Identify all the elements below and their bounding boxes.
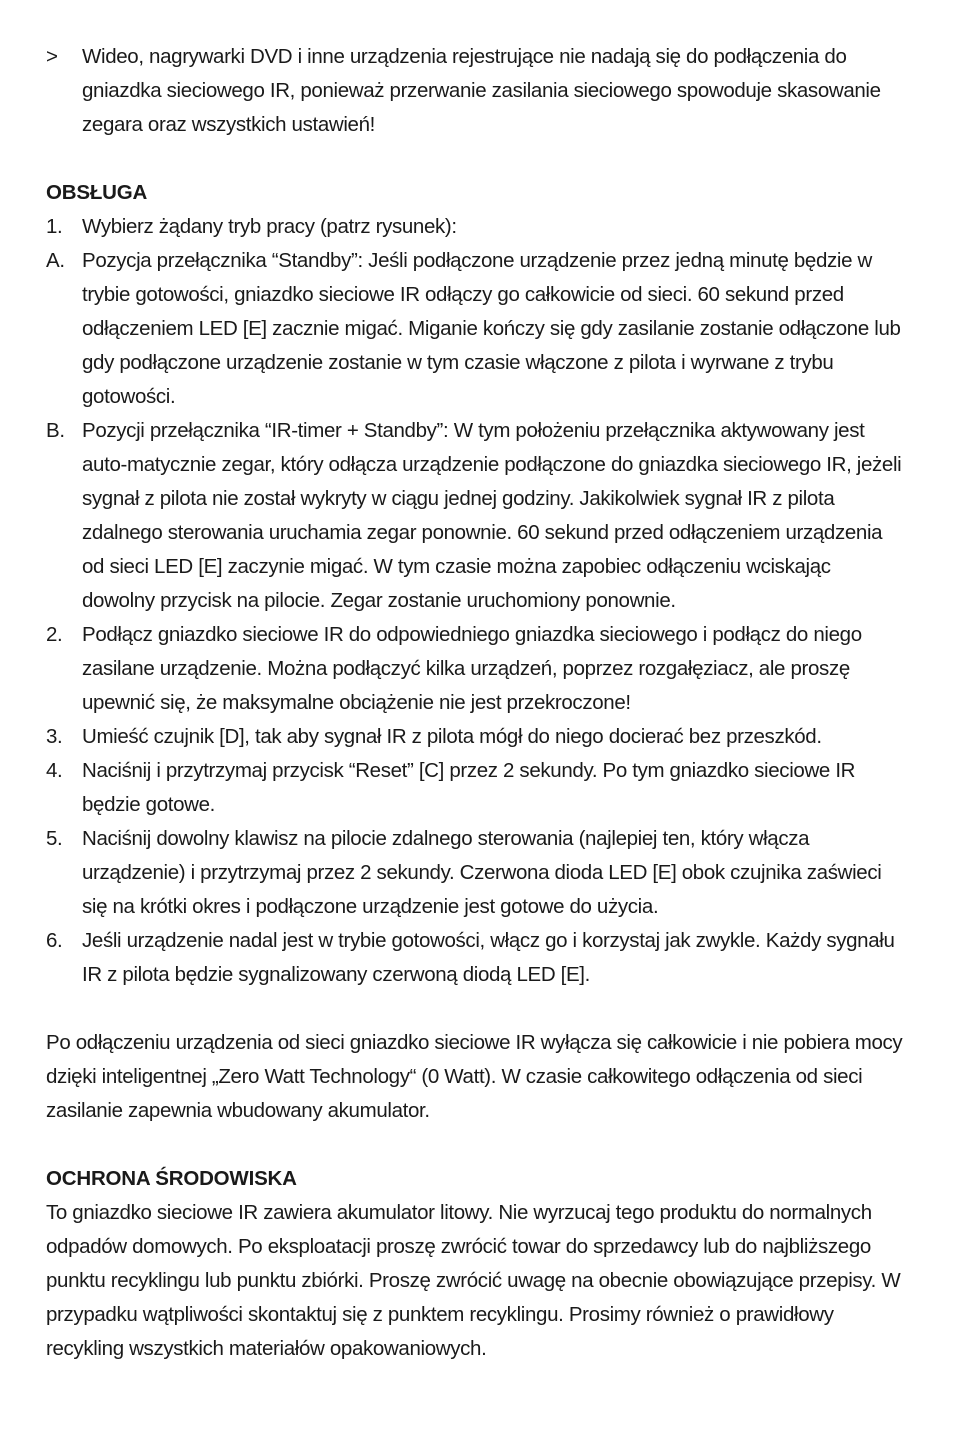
list-item-text: Pozycja przełącznika “Standby”: Jeśli podłączone urządzenie przez jedną minutę będzie w trybie gotowości, gniazdko sieciowe IR odłączy go całkowicie od sieci. 60 sekund przed odłączeniem LED [E] zacznie migać. Miganie kończy się gdy zasilanie zostanie odłączone lub gdy podłączone urządzenie zostanie w tym czasie włączone z pilota i wyrwane z trybu gotowości. — [82, 249, 901, 408]
document-page — [46, 40, 906, 1366]
list-item-text: Wybierz żądany tryb pracy (patrz rysunek): — [82, 215, 457, 238]
list-item-text: Naciśnij i przytrzymaj przycisk “Reset” [C] przez 2 sekundy. Po tym gniazdko sieciowe IR będzie gotowe. — [82, 759, 856, 816]
list-item-marker: 6. — [46, 929, 63, 952]
list-item — [46, 618, 906, 720]
list-item-marker: 4. — [46, 759, 63, 782]
section-heading-ochrona: OCHRONA ŚRODOWISKA — [46, 1167, 297, 1190]
intro-marker: > — [46, 45, 58, 68]
list-item-marker: 1. — [46, 215, 63, 238]
list-item-marker: A. — [46, 249, 65, 272]
spacer — [46, 142, 906, 176]
environment-paragraph: To gniazdko sieciowe IR zawiera akumulator litowy. Nie wyrzucaj tego produktu do normalnych odpadów domowych. Po eksploatacji proszę zwrócić towar do sprzedawcy lub do najbliższego punktu recyklingu lub punktu zbiórki. Proszę zwrócić uwagę na obecnie obowiązujące przepisy. W przypadku wątpliwości skontaktuj się z punktem recyklingu. Prosimy również o prawidłowy recykling wszystkich materiałów opakowaniowych. — [46, 1201, 901, 1360]
list-item-marker: 5. — [46, 827, 63, 850]
spacer — [46, 1128, 906, 1162]
intro-text: Wideo, nagrywarki DVD i inne urządzenia rejestrujące nie nadają się do podłączenia do gniazdka sieciowego IR, ponieważ przerwanie zasilania sieciowego spowoduje skasowanie zegara oraz wszystkich ustawień! — [82, 45, 881, 136]
list-item — [46, 210, 906, 244]
list-item — [46, 924, 906, 992]
list-item-marker: 3. — [46, 725, 63, 748]
list-item-text: Pozycji przełącznika “IR-timer + Standby”: W tym położeniu przełącznika aktywowany jest auto-matycznie zegar, który odłącza urządzenie podłączone do gniazdka sieciowego IR, jeżeli sygnał z pilota nie został wykryty w ciągu jednej godziny. Jakikolwiek sygnał IR z pilota zdalnego sterowania uruchamia zegar ponownie. 60 sekund przed odłączeniem urządzenia od sieci LED [E] zaczynie migać. W tym czasie można zapobiec odłączeniu wciskając dowolny przycisk na pilocie. Zegar zostanie uruchomiony ponownie. — [82, 419, 902, 612]
instruction-list — [46, 210, 906, 992]
list-item — [46, 720, 906, 754]
section-heading-obsluga: OBSŁUGA — [46, 181, 148, 204]
zero-watt-paragraph: Po odłączeniu urządzenia od sieci gniazdko sieciowe IR wyłącza się całkowicie i nie pobiera mocy dzięki inteligentnej „Zero Watt Technology“ (0 Watt). W czasie całkowitego odłączenia od sieci zasilanie zapewnia wbudowany akumulator. — [46, 1031, 903, 1122]
list-item-text: Naciśnij dowolny klawisz na pilocie zdalnego sterowania (najlepiej ten, który włącza urządzenie) i przytrzymaj przez 2 sekundy. Czerwona dioda LED [E] obok czujnika zaświeci się na krótki okres i podłączone urządzenie jest gotowe do użycia. — [82, 827, 882, 918]
list-item-text: Umieść czujnik [D], tak aby sygnał IR z pilota mógł do niego docierać bez przeszkód. — [82, 725, 822, 748]
list-item — [46, 414, 906, 618]
list-item — [46, 822, 906, 924]
spacer — [46, 992, 906, 1026]
list-item-text: Jeśli urządzenie nadal jest w trybie gotowości, włącz go i korzystaj jak zwykle. Każdy sygnału IR z pilota będzie sygnalizowany czerwoną diodą LED [E]. — [82, 929, 895, 986]
list-item-text: Podłącz gniazdko sieciowe IR do odpowiedniego gniazdka sieciowego i podłącz do niego zasilane urządzenie. Można podłączyć kilka urządzeń, poprzez rozgałęziacz, ale proszę upewnić się, że maksymalne obciążenie nie jest przekroczone! — [82, 623, 862, 714]
intro-note — [46, 40, 906, 142]
list-item — [46, 244, 906, 414]
list-item — [46, 754, 906, 822]
list-item-marker: B. — [46, 419, 65, 442]
list-item-marker: 2. — [46, 623, 63, 646]
